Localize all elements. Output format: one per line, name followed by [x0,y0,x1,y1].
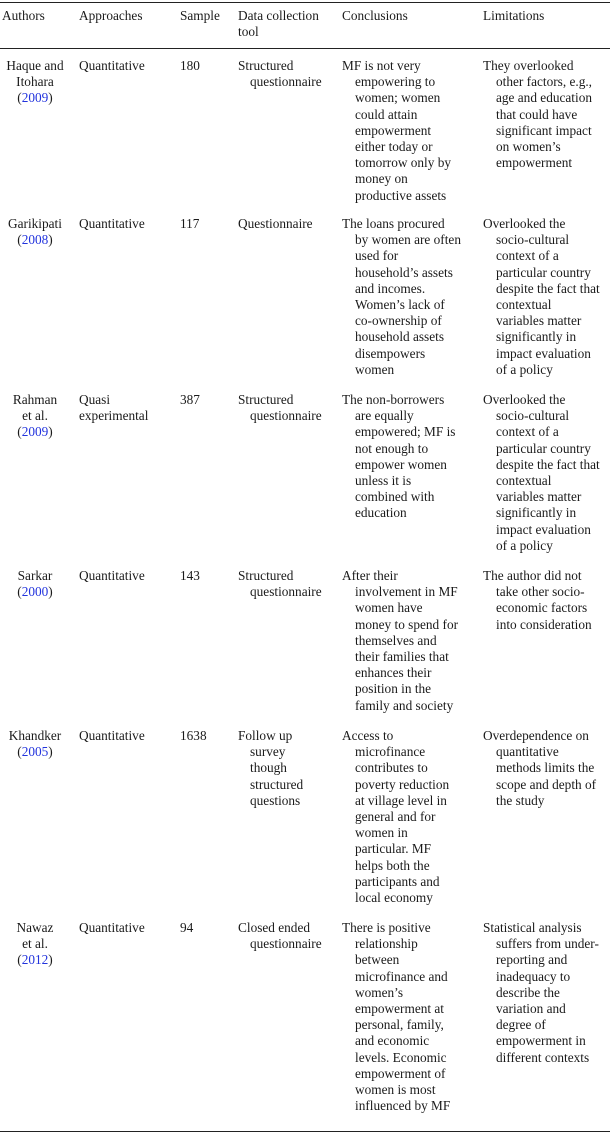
cell-sample [180,392,200,408]
cell-conclusions [342,920,450,1114]
tool-line: survey [250,744,286,760]
conclusion-line: not enough to [355,440,429,456]
conclusion-line: empowered; MF is [355,424,456,440]
year-link-text[interactable]: 2009 [21,90,49,106]
conclusion-line: relationship [355,936,418,952]
cell-sample [180,216,199,232]
cell-approach [79,216,145,232]
cell-authors [2,920,68,969]
conclusion-line: combined with [355,489,435,505]
header-sample [180,8,220,24]
cell-tool [238,392,322,424]
limitation-line: degree of [496,1017,546,1033]
limitation-line: particular country [496,440,591,456]
conclusion-line: between [355,952,400,968]
conclusion-line: women [355,361,395,377]
conclusion-line: particular. MF [355,841,432,857]
conclusion-line: productive assets [355,187,447,203]
header-sample-label: Sample [180,8,220,23]
cell-limitations [483,728,596,809]
conclusion-line: enhances their [355,665,432,681]
limitation-line: The author did not [483,568,582,583]
author-name-line: Garikipati [8,216,62,231]
conclusion-line: women is most [355,1082,436,1098]
author-year-link[interactable]: (2000) [17,584,53,600]
header-approaches [79,8,143,24]
cell-tool [238,728,303,809]
limitation-line: inadequacy to [496,968,571,984]
cell-tool [238,568,322,600]
tool-line: Structured [238,568,294,583]
limitation-line: despite the fact that [496,456,600,472]
header-approaches-label: Approaches [79,8,143,23]
cell-sample [180,58,200,74]
author-name-line: Sarkar [17,568,53,583]
conclusion-line: and economic [355,1033,430,1049]
cell-authors [2,58,68,107]
conclusion-line: levels. Economic [355,1049,447,1065]
limitation-line: reporting and [496,952,568,968]
limitation-line: They overlooked [483,58,574,73]
cell-authors [2,392,68,441]
bottom-rule [0,1131,610,1132]
author-year-link[interactable]: (2008) [17,232,53,248]
tool-line: Closed ended [238,920,311,935]
sample-value: 143 [180,568,200,583]
conclusion-line: microfinance and [355,968,448,984]
tool-line: questionnaire [250,936,322,952]
conclusion-line: After their [342,568,398,583]
sample-value: 387 [180,392,200,407]
limitation-line: age and education [496,90,592,106]
limitation-line: contextual [496,473,552,489]
limitation-line: suffers from under- [496,936,599,952]
author-name-line: Itohara [16,74,54,90]
cell-tool [238,58,322,90]
conclusion-line: poverty reduction [355,776,450,792]
approach-line: Quantitative [79,58,145,73]
conclusion-line: themselves and [355,632,437,648]
cell-conclusions [342,728,449,906]
conclusion-line: MF is not very [342,58,421,73]
header-rule [0,48,610,49]
conclusion-line: and incomes. [355,280,426,296]
limitation-line: significantly in [496,505,577,521]
conclusion-line: are equally [355,408,414,424]
conclusion-line: local economy [355,890,433,906]
limitation-line: variation and [496,1001,566,1017]
approach-line: Quantitative [79,920,145,935]
conclusion-line: money to spend for [355,616,459,632]
header-tool-line-2: tool [238,24,259,40]
author-name-line: Khandker [8,728,62,743]
cell-sample [180,728,207,744]
approach-line: experimental [79,408,149,424]
limitation-line: despite the fact that [496,280,600,296]
cell-limitations [483,58,592,171]
conclusion-line: microfinance [355,744,426,760]
conclusion-line: tomorrow only by [355,155,452,171]
conclusion-line: could attain [355,106,418,122]
conclusion-line: contributes to [355,760,428,776]
approach-line: Quantitative [79,728,145,743]
cell-conclusions [342,568,458,714]
cell-approach [79,568,145,584]
year-link-text[interactable]: 2008 [21,232,49,248]
limitation-line: particular country [496,264,591,280]
sample-value: 180 [180,58,200,73]
cell-limitations [483,392,600,554]
limitation-line: scope and depth of [496,776,597,792]
limitation-line: impact evaluation [496,521,591,537]
limitation-line: economic factors [496,600,588,616]
author-name-line: Haque and [6,58,64,73]
limitation-line: impact evaluation [496,345,591,361]
conclusion-line: personal, family, [355,1017,444,1033]
limitation-line: context of a [496,248,559,264]
top-rule [0,2,610,3]
year-link-text[interactable]: 2000 [21,584,49,600]
conclusion-line: The loans procured [342,216,445,231]
conclusion-line: involvement in MF [355,584,458,600]
author-year-link[interactable]: (2009) [17,90,53,106]
conclusion-line: their families that [355,649,449,665]
limitation-line: variables matter [496,313,582,329]
header-tool [238,8,319,40]
approach-line: Quantitative [79,568,145,583]
conclusion-line: Women’s lack of [355,297,445,313]
conclusion-line: women’s [355,984,404,1000]
cell-conclusions [342,216,461,378]
conclusion-line: The non-borrowers [342,392,445,407]
cell-approach [79,920,145,936]
author-name-line: Rahman [12,392,58,407]
cell-authors [2,568,68,600]
tool-line: Follow up [238,728,293,743]
author-name-line: Nawaz [16,920,54,935]
cell-sample [180,920,193,936]
conclusion-line: household’s assets [355,264,453,280]
limitation-line: empowerment [496,155,573,171]
cell-authors [2,216,68,248]
cell-conclusions [342,58,451,204]
limitation-line: other factors, e.g., [496,74,592,90]
tool-line: Structured [238,392,294,407]
conclusion-line: empowerment of [355,1065,446,1081]
conclusion-line: helps both the [355,857,430,873]
conclusion-line: influenced by MF [355,1098,451,1114]
limitation-line: variables matter [496,489,582,505]
tool-line: though [250,760,287,776]
header-authors [2,8,45,24]
limitation-line: that could have [496,106,578,122]
limitation-line: Statistical analysis [483,920,582,935]
limitation-line: of a policy [496,537,553,553]
limitation-line: the study [496,792,545,808]
limitation-line: context of a [496,424,559,440]
conclusion-line: co-ownership of [355,313,442,329]
year-link-text[interactable]: 2005 [21,744,49,760]
header-conclusions [342,8,408,24]
header-authors-label: Authors [2,8,45,23]
tool-line: Questionnaire [238,216,313,231]
conclusion-line: disempowers [355,345,426,361]
conclusion-line: by women are often [355,232,461,248]
limitation-line: different contexts [496,1049,590,1065]
limitation-line: Overlooked the [483,216,566,231]
limitation-line: contextual [496,297,552,313]
conclusion-line: at village level in [355,792,447,808]
conclusion-line: education [355,505,407,521]
conclusion-line: women in [355,825,408,841]
cell-authors [2,728,68,760]
cell-approach [79,392,148,424]
limitation-line: methods limits the [496,760,595,776]
conclusion-line: empower women [355,456,447,472]
header-tool-line-1: Data collection [238,8,319,23]
limitation-line: empowerment in [496,1033,586,1049]
limitation-line: on women’s [496,139,561,155]
conclusion-line: participants and [355,873,440,889]
author-year-link[interactable]: (2005) [17,744,53,760]
tool-line: questionnaire [250,408,322,424]
tool-line: Structured [238,58,294,73]
author-year-link[interactable]: (2012) [17,952,53,968]
limitation-line: significantly in [496,329,577,345]
year-link-text[interactable]: 2012 [21,952,49,968]
cell-sample [180,568,200,584]
limitation-line: socio-cultural [496,408,570,424]
header-limitations [483,8,544,24]
conclusion-line: position in the [355,681,432,697]
year-link-text[interactable]: 2009 [21,424,49,440]
author-name-line: et al. [22,408,48,424]
cell-approach [79,728,145,744]
approach-line: Quantitative [79,216,145,231]
conclusion-line: empowerment [355,122,432,138]
author-name-line: et al. [22,936,48,952]
cell-tool [238,216,313,232]
conclusion-line: either today or [355,139,433,155]
limitation-line: quantitative [496,744,559,760]
conclusion-line: unless it is [355,473,412,489]
conclusion-line: household assets [355,329,445,345]
header-limitations-label: Limitations [483,8,545,23]
conclusion-line: empowering to [355,74,436,90]
limitation-line: take other socio- [496,584,585,600]
limitation-line: of a policy [496,361,553,377]
header-conclusions-label: Conclusions [342,8,408,23]
conclusion-line: general and for [355,809,436,825]
conclusion-line: money on [355,171,408,187]
limitation-line: into consideration [496,616,592,632]
limitation-line: Overdependence on [483,728,589,743]
cell-limitations [483,568,592,633]
cell-limitations [483,216,600,378]
conclusion-line: empowerment at [355,1001,444,1017]
sample-value: 117 [180,216,200,231]
cell-tool [238,920,322,952]
limitation-line: socio-cultural [496,232,570,248]
sample-value: 94 [180,920,194,935]
cell-limitations [483,920,599,1066]
tool-line: questionnaire [250,74,322,90]
conclusion-line: women; women [355,90,441,106]
conclusion-line: used for [355,248,399,264]
sample-value: 1638 [180,728,207,743]
conclusion-line: women have [355,600,423,616]
limitation-line: Overlooked the [483,392,566,407]
author-year-link[interactable]: (2009) [17,424,53,440]
tool-line: questions [250,792,301,808]
cell-approach [79,58,145,74]
conclusion-line: family and society [355,697,454,713]
approach-line: Quasi [79,392,111,407]
tool-line: questionnaire [250,584,322,600]
limitation-line: describe the [496,984,560,1000]
conclusion-line: Access to [342,728,394,743]
limitation-line: significant impact [496,122,592,138]
tool-line: structured [250,776,304,792]
cell-conclusions [342,392,455,522]
conclusion-line: There is positive [342,920,431,935]
